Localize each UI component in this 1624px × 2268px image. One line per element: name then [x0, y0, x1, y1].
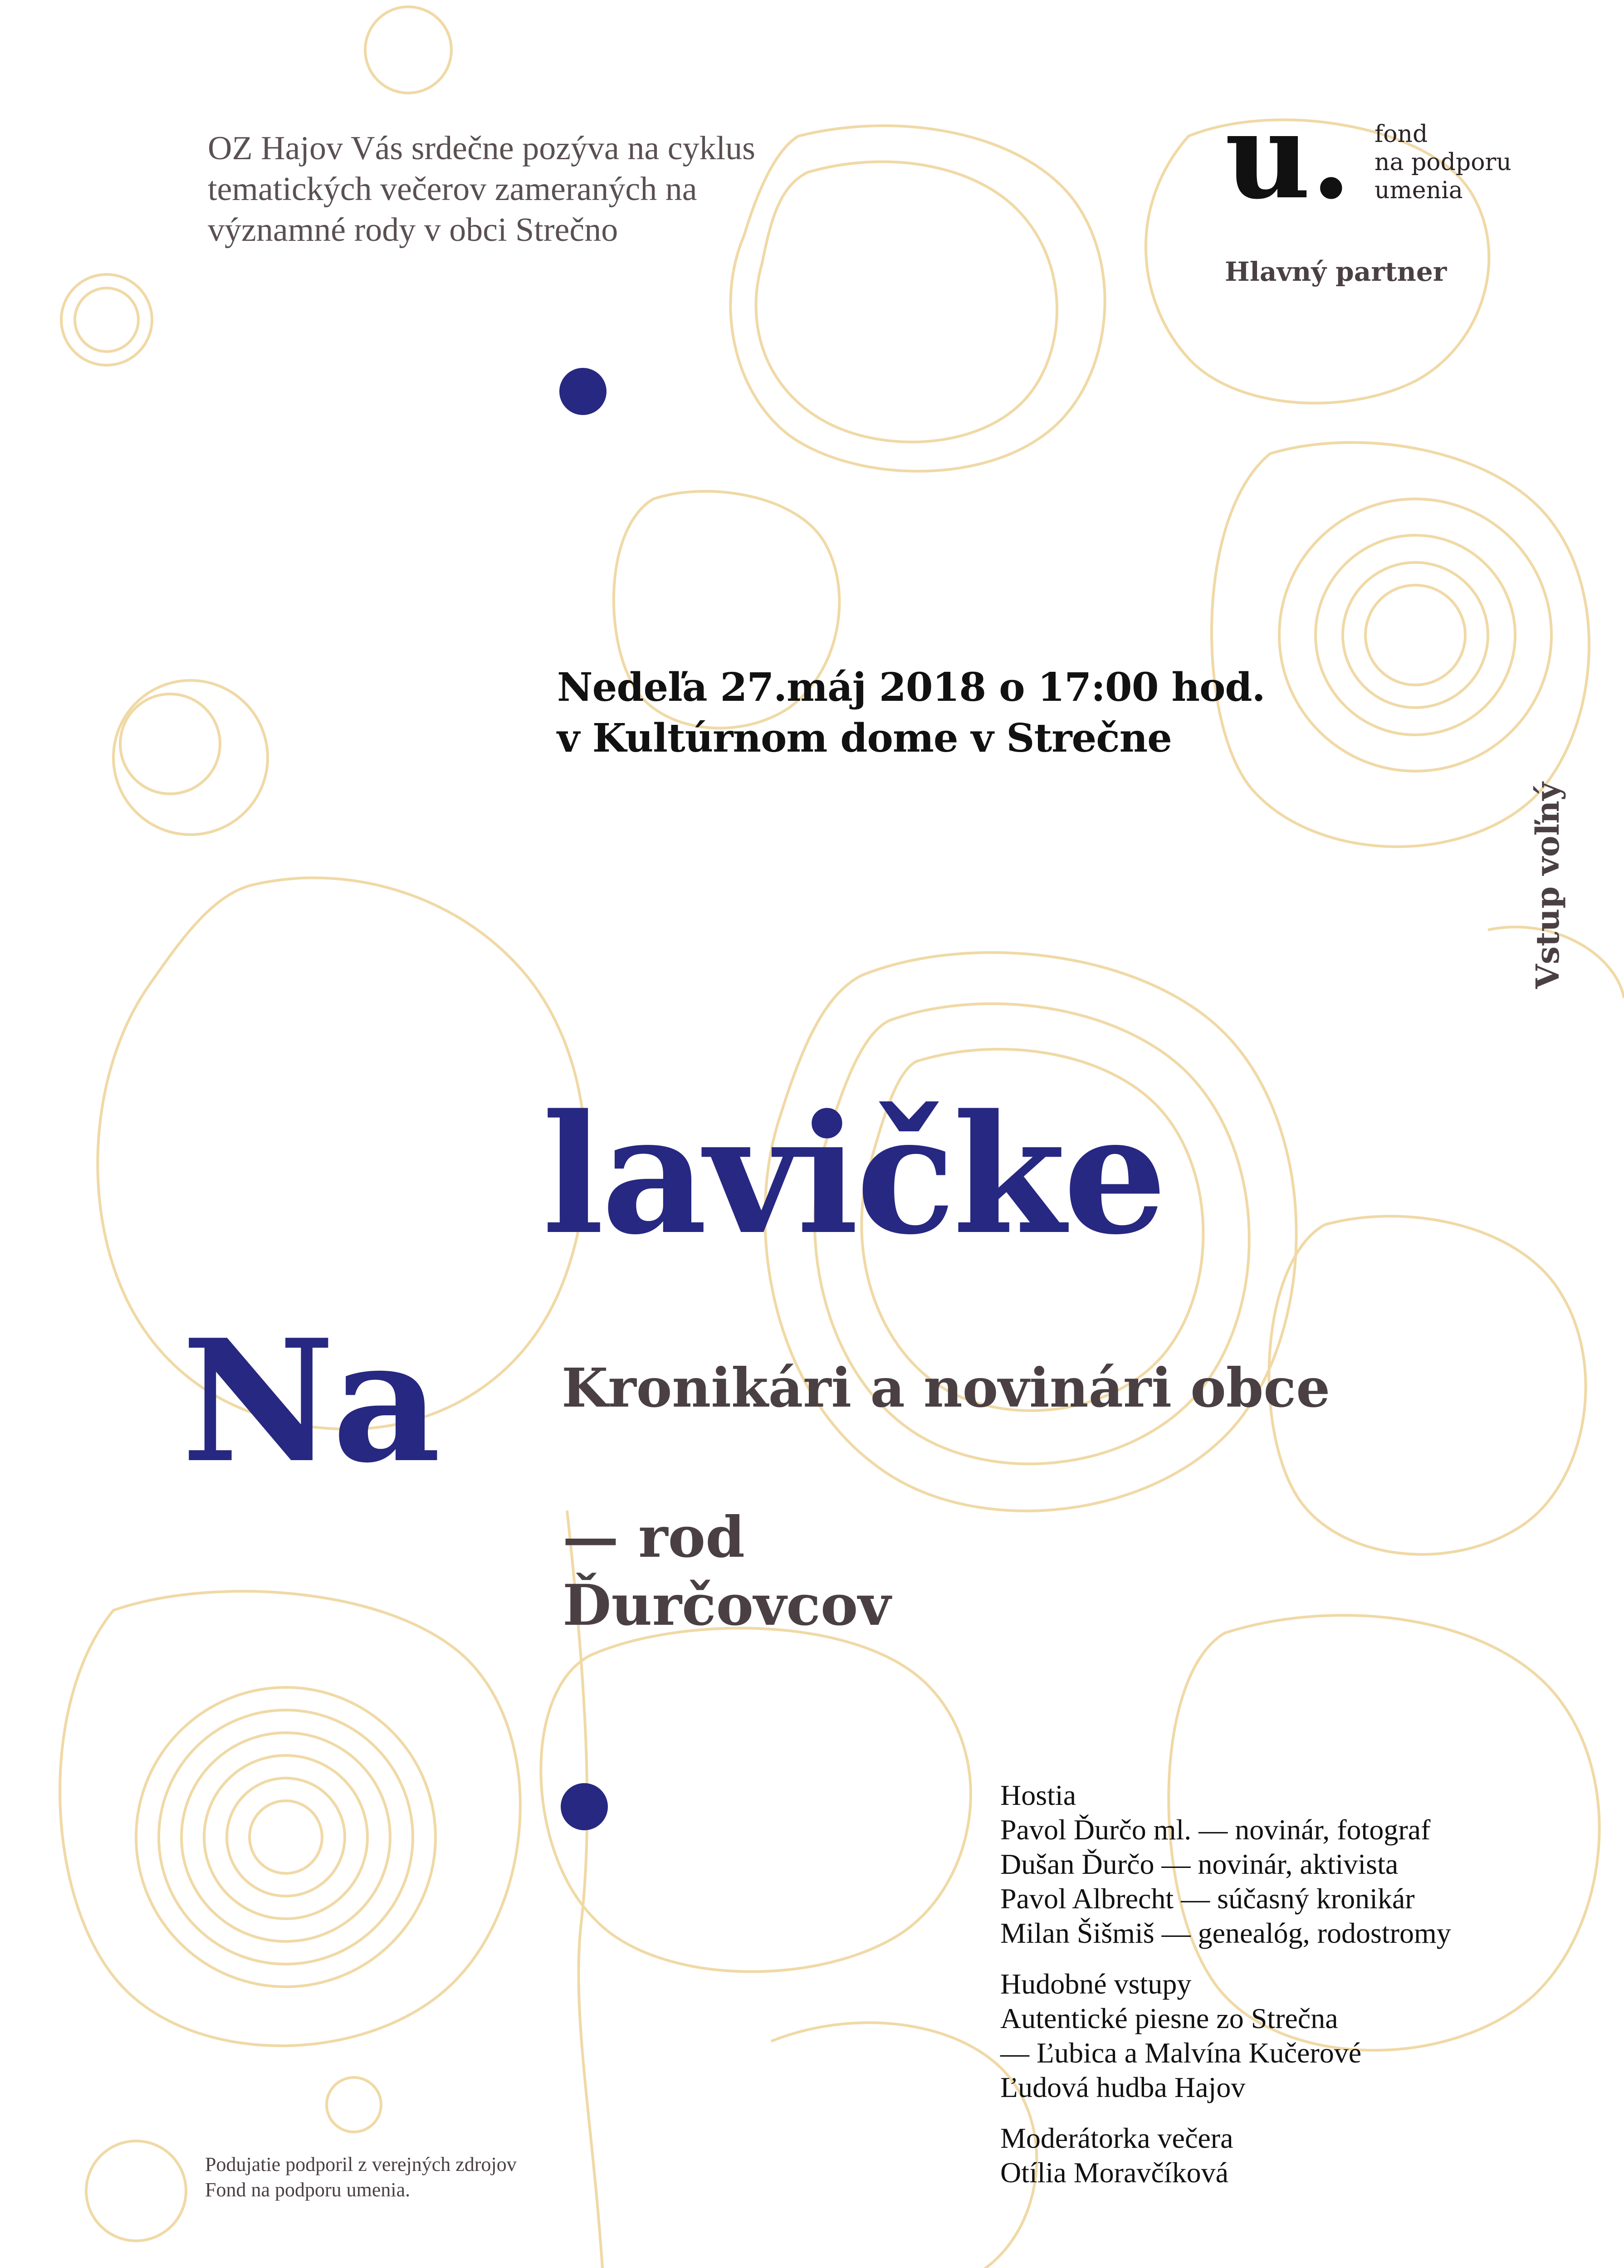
free-entry-label: Vstup voľný — [1529, 782, 1566, 989]
fund-logo-line: na podporu — [1375, 149, 1511, 176]
family-name — [563, 1504, 1016, 1640]
intro-line: tematických večerov zameraných na — [208, 171, 697, 208]
event-datetime — [557, 662, 1265, 764]
guests-section — [1000, 1778, 1590, 1950]
intro-text — [208, 128, 888, 250]
music-item: Autentické piesne zo Strečna — [1000, 2002, 1338, 2034]
event-place: v Kultúrnom dome v Strečne — [557, 715, 1172, 761]
fund-logo-line: fond — [1375, 121, 1428, 148]
guests-heading: Hostia — [1000, 1779, 1076, 1811]
event-subtitle: Kronikári a novinári obce — [562, 1356, 1331, 1419]
funding-line: Fond na podporu umenia. — [205, 2179, 411, 2201]
music-item: Ľudová hudba Hajov — [1000, 2071, 1246, 2103]
program-info — [1000, 1778, 1590, 2206]
title-word-lavicke: lavičke — [542, 1079, 1164, 1271]
fund-logo-name — [1375, 120, 1511, 205]
guest-item: Dušan Ďurčo — novinár, aktivista — [1000, 1848, 1399, 1880]
event-date: Nedeľa 27.máj 2018 o 17:00 hod. — [557, 665, 1265, 710]
moderator-heading: Moderátorka večera — [1000, 2122, 1233, 2154]
intro-line: významné rody v obci Strečno — [208, 211, 618, 249]
main-partner-label: Hlavný partner — [1225, 256, 1447, 287]
funding-line: Podujatie podporil z verejných zdrojov — [205, 2153, 517, 2175]
music-heading: Hudobné vstupy — [1000, 1968, 1192, 2000]
family-line: — rod — [563, 1505, 745, 1570]
guest-item: Pavol Ďurčo ml. — novinár, fotograf — [1000, 1813, 1431, 1846]
music-item: — Ľubica a Malvína Kučerové — [1000, 2037, 1362, 2069]
fund-logo-mark: u. — [1225, 87, 1352, 225]
intro-line: OZ Hajov Vás srdečne pozýva na cyklus — [208, 130, 755, 167]
title-word-na: Na — [181, 1303, 438, 1500]
music-section — [1000, 1967, 1590, 2105]
moderator-name: Otília Moravčíková — [1000, 2156, 1228, 2189]
accent-dot-top — [558, 367, 608, 416]
fund-logo-line: umenia — [1375, 177, 1463, 204]
partner-logo — [1225, 87, 1542, 297]
accent-dot-bottom — [559, 1782, 609, 1832]
moderator-section — [1000, 2121, 1590, 2190]
guest-item: Pavol Albrecht — súčasný kronikár — [1000, 1882, 1415, 1915]
family-line: Ďurčovcov — [563, 1573, 891, 1638]
guest-item: Milan Šišmiš — genealóg, rodostromy — [1000, 1917, 1451, 1949]
funding-note — [205, 2152, 613, 2203]
